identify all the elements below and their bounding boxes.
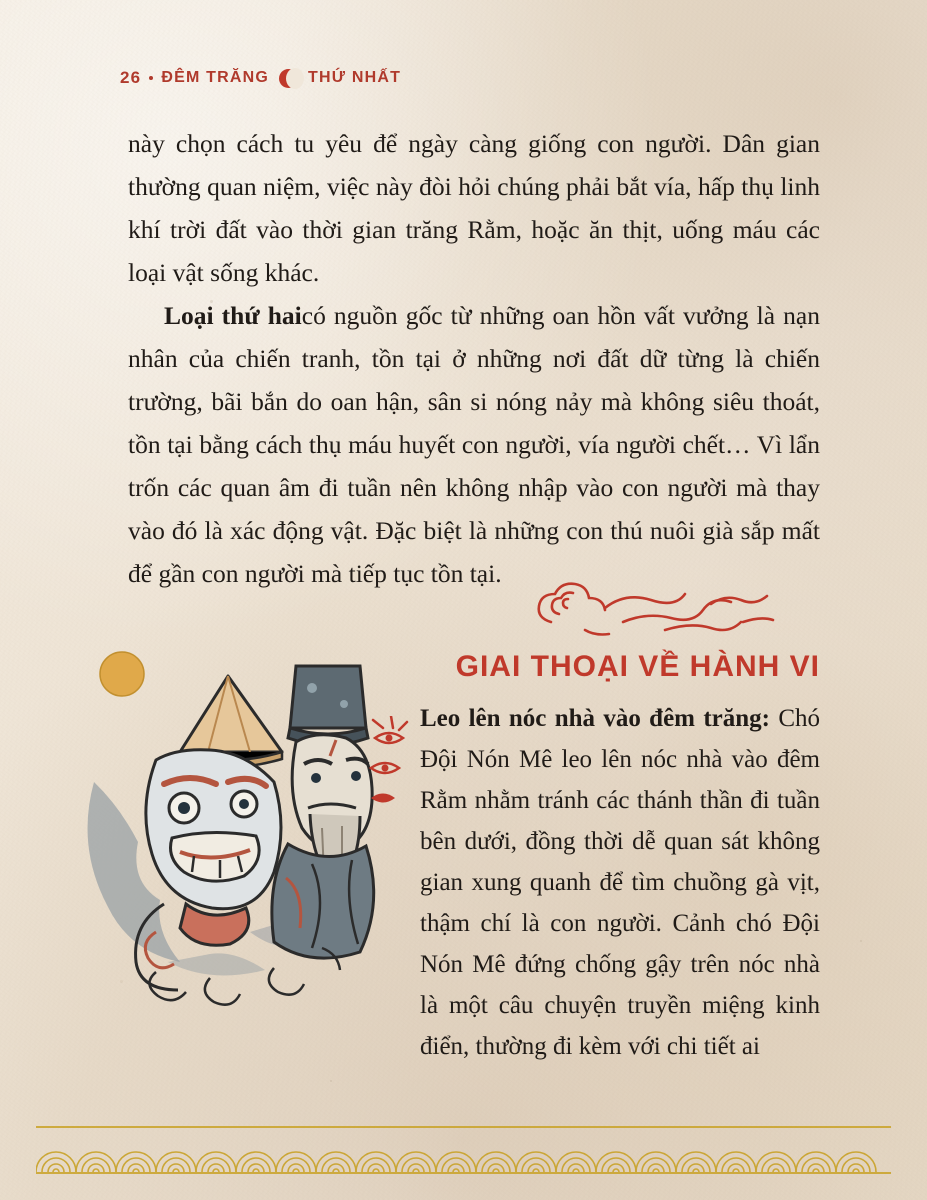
paragraph-2 — [128, 294, 820, 595]
footer-ornament — [0, 1114, 927, 1174]
footer-rule-bottom — [36, 1172, 891, 1174]
sidebar-body-text: Chó Đội Nón Mê leo lên nóc nhà vào đêm Rằm nhằm tránh các thánh thần đi tuần bên dưới, đồng thời dễ quan sát không gian xung quanh để tìm chuồng gà vịt, thậm chí là con người. Cảnh chó Đội Nón Mê đứng chống gậy trên nóc nhà là một câu chuyện truyền miệng kinh điển, thường đi kèm với chi tiết ai — [420, 705, 820, 1060]
bullet-separator-icon — [149, 76, 153, 80]
paragraph-1: này chọn cách tu yêu để ngày càng giống con người. Dân gian thường quan niệm, việc này đòi hỏi chúng phải bắt vía, hấp thụ linh khí trời đất vào thời gian trăng Rằm, hoặc ăn thịt, uống máu các loại vật sống khác. — [128, 129, 820, 287]
sidebar-title: GIAI THOẠI VỀ HÀNH VI — [455, 650, 820, 683]
paper-speck — [860, 940, 862, 942]
paragraph-2-lead: Loại thứ hai — [164, 301, 302, 330]
sparkle-eyes-ornament — [365, 716, 425, 826]
crescent-moon-icon — [279, 69, 298, 88]
scallop-band — [36, 1128, 891, 1172]
sidebar-paragraph — [420, 698, 820, 1067]
sidebar-section — [420, 578, 820, 1067]
paper-speck — [330, 1080, 332, 1082]
running-head — [120, 68, 401, 88]
chapter-title-suffix: THỨ NHẤT — [308, 69, 402, 86]
page-number: 26 — [120, 68, 142, 87]
cloud-ornament-icon — [515, 578, 820, 648]
paragraph-2-rest: có nguồn gốc từ những oan hồn vất vưởng là nạn nhân của chiến tranh, tồn tại ở những nơi đất dữ từng là chiến trường, bãi bắn do oan hận, sân si nóng nảy mà không siêu thoát, tồn tại bằng cách thụ máu huyết con người, vía người chết… Vì lẩn trốn các quan âm đi tuần nên không nhập vào con người mà thay vào đó là xác động vật. Đặc biệt là những con thú nuôi già sắp mất để gần con người mà tiếp tục tồn tại. — [128, 301, 820, 588]
main-text-column — [128, 122, 820, 595]
sidebar-lead: Leo lên nóc nhà vào đêm trăng: — [420, 705, 770, 732]
chapter-title-prefix: ĐÊM TRĂNG — [161, 69, 269, 86]
